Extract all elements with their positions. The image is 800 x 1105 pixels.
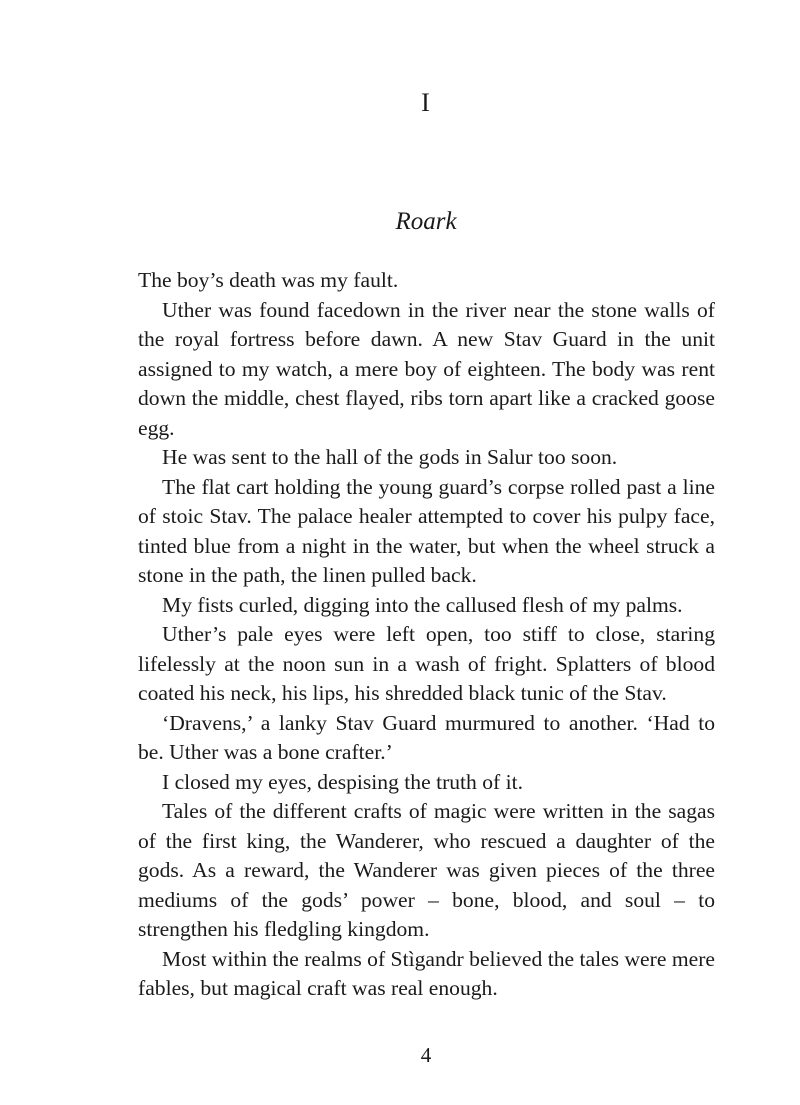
paragraph: I closed my eyes, despising the truth of it. (162, 769, 524, 794)
chapter-number: I (421, 88, 431, 117)
paragraph: ‘Dravens,’ a lanky Stav Guard murmured to another. ‘Had to be. Uther was a bone crafter.’ (138, 710, 715, 764)
paragraph: Uther was found facedown in the river near the stone walls of the royal fortress before dawn. A new Stav Guard in the unit assigned to my watch, a mere boy of eighteen. The body was rent down the middle, chest flayed, ribs torn apart like a cracked goose egg. (138, 297, 715, 440)
paragraph: My fists curled, digging into the callused flesh of my palms. (162, 592, 683, 617)
paragraph: The boy’s death was my fault. (138, 268, 399, 292)
chapter-body (138, 266, 715, 1004)
paragraph: Tales of the different crafts of magic were written in the sagas of the first king, the Wanderer, who rescued a daughter of the gods. As a reward, the Wanderer was given pieces of the three mediums of the gods’ power – bone, blood, and soul – to strengthen his fledgling kingdom. (138, 799, 715, 941)
page-number: 4 (420, 1043, 432, 1067)
paragraph: The flat cart holding the young guard’s corpse rolled past a line of stoic Stav. The palace healer attempted to cover his pulpy face, tinted blue from a night in the water, but when the wheel struck a stone in the path, the linen pulled back. (138, 474, 715, 587)
paragraph: He was sent to the hall of the gods in Salur too soon. (162, 445, 618, 469)
paragraph: Uther’s pale eyes were left open, too stiff to close, staring lifelessly at the noon sun in a wash of fright. Splatters of blood coated his neck, his lips, his shredded black tunic of the Stav. (138, 622, 715, 705)
paragraph: Most within the realms of Stìgandr believed the tales were mere fables, but magical craft was real enough. (138, 946, 715, 1000)
chapter-title: Roark (395, 208, 457, 235)
